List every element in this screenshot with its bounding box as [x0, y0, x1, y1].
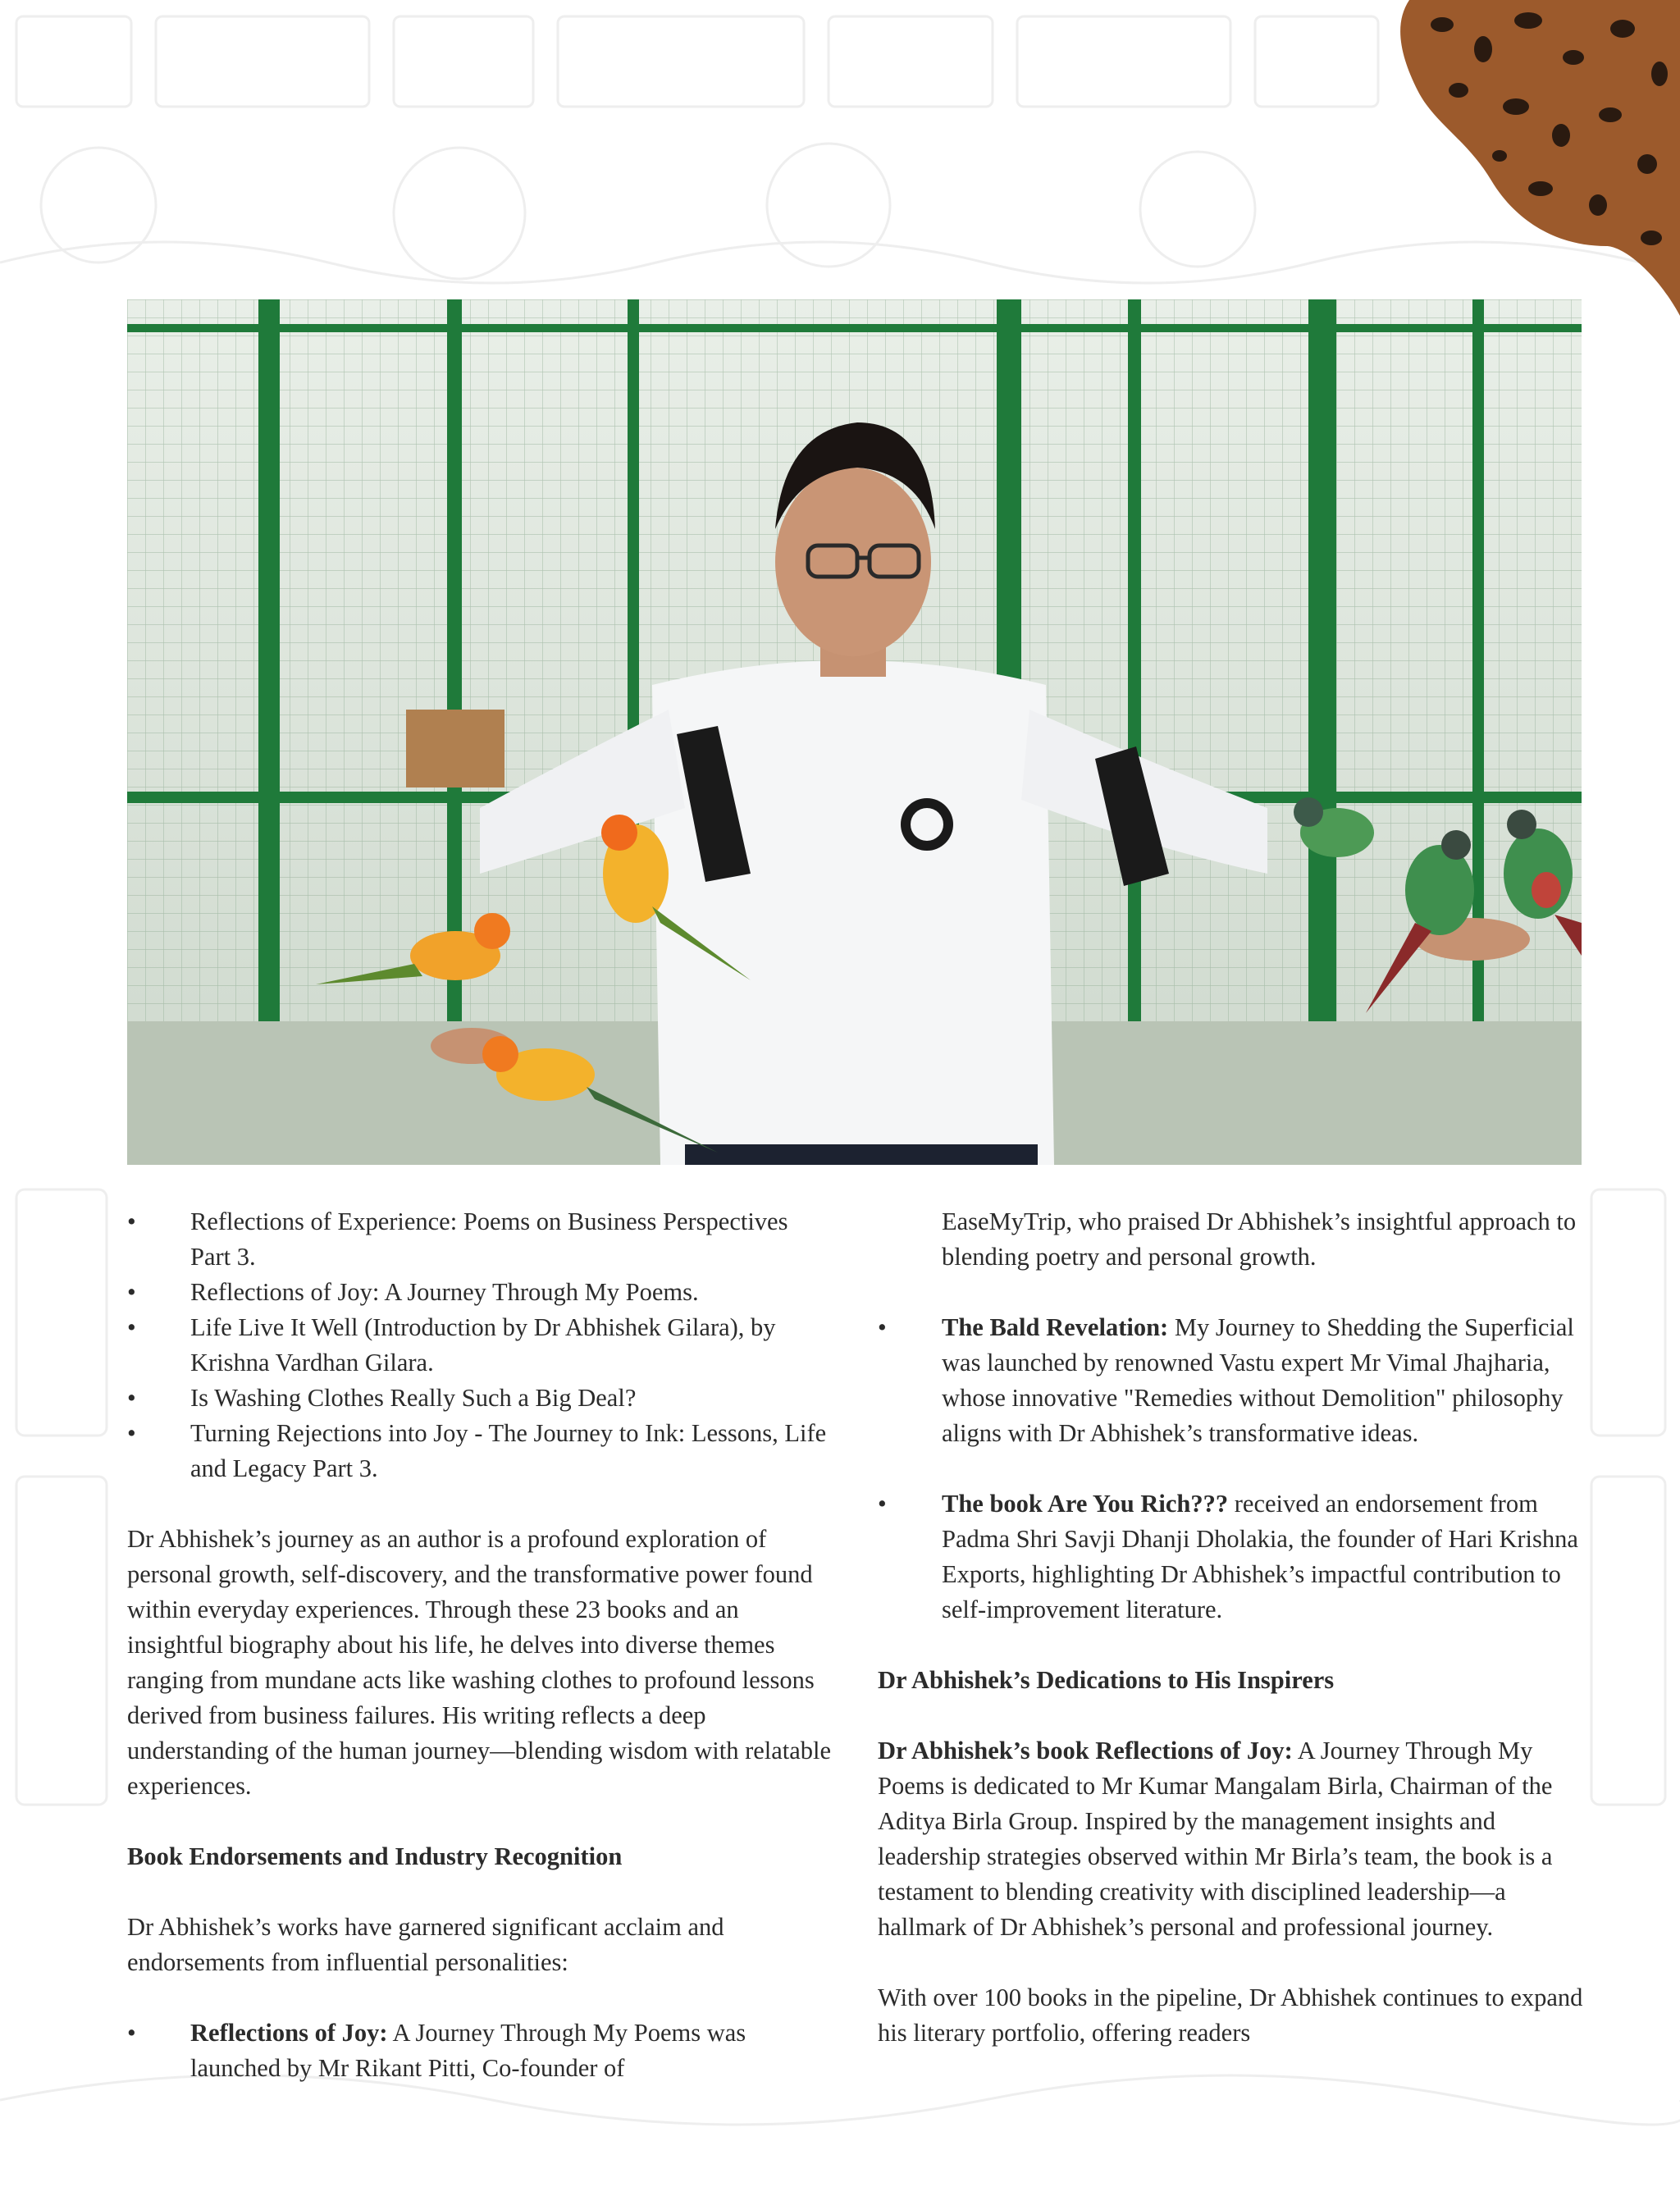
endorsement-list [127, 2016, 833, 2086]
dedication-title: Dr Abhishek’s book Reflections of Joy: [878, 1737, 1293, 1764]
endorsement-list-3 [878, 1486, 1583, 1628]
dedication-paragraph [878, 1733, 1583, 1945]
endorsement-continuation [878, 1204, 1583, 1275]
photo-illustration [127, 299, 1582, 1165]
endorsement-list-continued [878, 1204, 1583, 1275]
book-list-item: • Reflections of Joy: A Journey Through My Poems. [127, 1275, 833, 1310]
endorsement-item [878, 1486, 1583, 1628]
dedication-text: A Journey Through My Poems is dedicated to Mr Kumar Mangalam Birla, Chairman of the Aditya Birla Group. Inspired by the management insights and leadership strategies observed within Mr Birla’s team, the book is a testament to blending creativity with disciplined leadership—a hallmark of Dr Abhishek’s personal and professional journey. [878, 1737, 1553, 1941]
book-list-item: • Turning Rejections into Joy - The Journey to Ink: Lessons, Life and Legacy Part 3. [127, 1416, 833, 1486]
endorsements-intro: Dr Abhishek’s works have garnered significant acclaim and endorsements from influential personalities: [127, 1913, 724, 1976]
closing-paragraph: With over 100 books in the pipeline, Dr Abhishek continues to expand his literary portfolio, offering readers [878, 1984, 1583, 2047]
left-column [127, 1204, 833, 2086]
endorsement-list-2 [878, 1310, 1583, 1451]
endorsement-text: A Journey Through My Poems was launched by Mr Rikant Pitti, Co-founder of [190, 2019, 746, 2082]
endorsement-item [127, 2016, 833, 2086]
endorsement-text: My Journey to Shedding the Superficial was launched by renowned Vastu expert Mr Vimal Jhajharia, whose innovative "Remedies without Demolition" philosophy aligns with Dr Abhishek’s transformative ideas. [942, 1313, 1574, 1447]
book-list-item: • Life Live It Well (Introduction by Dr Abhishek Gilara), by Krishna Vardhan Gilara. [127, 1310, 833, 1381]
endorsements-heading: Book Endorsements and Industry Recognition [127, 1842, 623, 1870]
hero-photo [127, 299, 1582, 1165]
intro-paragraph: Dr Abhishek’s journey as an author is a profound exploration of personal growth, self-discovery, and the transformative power found within everyday experiences. Through these 23 books and an insightful biography about his life, he delves into diverse themes ranging from mundane acts like washing clothes to profound lessons derived from business failures. His writing reflects a deep understanding of the human journey—blending wisdom with relatable experiences. [127, 1525, 832, 1800]
book-list [127, 1204, 833, 1486]
leopard-corner-decoration [1360, 0, 1680, 320]
dedications-heading: Dr Abhishek’s Dedications to His Inspirers [878, 1666, 1335, 1694]
book-list-item: • Reflections of Experience: Poems on Business Perspectives Part 3. [127, 1204, 833, 1275]
continuation-text: EaseMyTrip, who praised Dr Abhishek’s insightful approach to blending poetry and personal growth. [942, 1208, 1577, 1271]
endorsement-title: The Bald Revelation: [942, 1313, 1169, 1341]
endorsement-text: received an endorsement from Padma Shri Savji Dhanji Dholakia, the founder of Hari Krishna Exports, highlighting Dr Abhishek’s impactful contribution to self-improvement literature. [942, 1490, 1578, 1623]
book-list-item: • Is Washing Clothes Really Such a Big Deal? [127, 1381, 833, 1416]
endorsement-item [878, 1310, 1583, 1451]
right-column [878, 1204, 1583, 2051]
endorsement-title: The book Are You Rich??? [942, 1490, 1229, 1518]
endorsement-title: Reflections of Joy: [190, 2019, 388, 2047]
